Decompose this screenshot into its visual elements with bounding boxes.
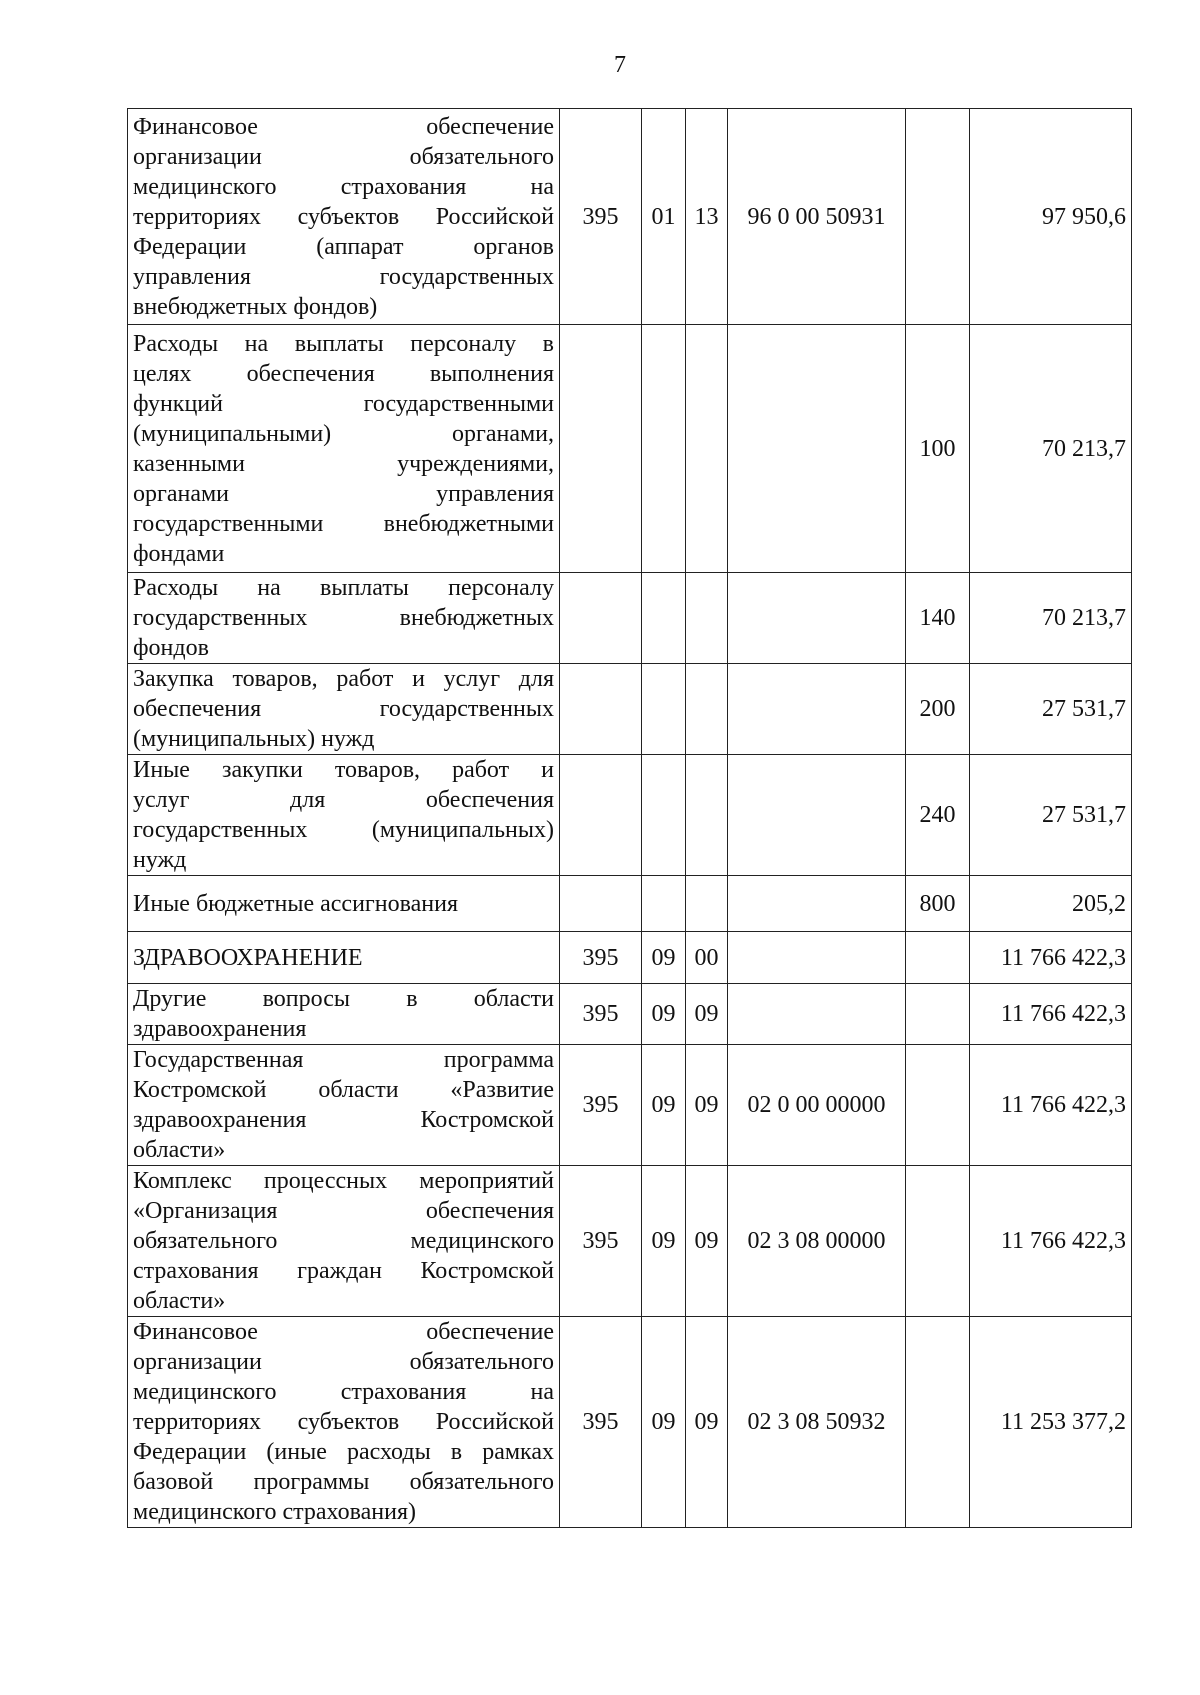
description-line: управления государственных (133, 263, 554, 290)
expense-type-cell: 100 (906, 325, 970, 573)
admin-code-cell: 395 (560, 1166, 642, 1317)
table-row (128, 325, 1132, 573)
description-line: организации обязательного (133, 143, 554, 170)
target-article-cell (728, 876, 906, 932)
description-line: (муниципальными) органами, (133, 420, 554, 447)
admin-code-cell (560, 664, 642, 755)
description-line: Расходы на выплаты персоналу (133, 575, 554, 601)
description-line: услуг для обеспечения (133, 787, 554, 813)
target-article-cell: 02 3 08 50932 (728, 1317, 906, 1528)
description-line: Государственная программа (133, 1047, 554, 1073)
table-row (128, 1317, 1132, 1528)
admin-code-cell (560, 755, 642, 876)
admin-code-cell (560, 876, 642, 932)
description-line: фондами (133, 540, 225, 567)
amount-cell: 11 253 377,2 (970, 1317, 1132, 1528)
description-line: (муниципальных) нужд (133, 726, 375, 752)
description-line: государственных внебюджетных (133, 605, 554, 631)
description-line: Финансовое обеспечение (133, 1319, 554, 1345)
row-description (128, 1317, 560, 1528)
row-description (128, 876, 560, 932)
target-article-cell: 96 0 00 50931 (728, 109, 906, 325)
expense-type-cell (906, 109, 970, 325)
description-line: Иные закупки товаров, работ и (133, 757, 554, 783)
subsection-cell: 00 (686, 932, 728, 984)
section-cell (642, 876, 686, 932)
table-row (128, 755, 1132, 876)
subsection-cell: 09 (686, 1045, 728, 1166)
expense-type-cell (906, 1045, 970, 1166)
admin-code-cell (560, 325, 642, 573)
table-row (128, 573, 1132, 664)
row-description (128, 664, 560, 755)
section-cell (642, 755, 686, 876)
target-article-cell (728, 755, 906, 876)
row-description (128, 755, 560, 876)
description-line: организации обязательного (133, 1349, 554, 1375)
description-line: «Организация обеспечения (133, 1198, 554, 1224)
target-article-cell: 02 3 08 00000 (728, 1166, 906, 1317)
expense-type-cell (906, 1166, 970, 1317)
description-line: Комплекс процессных мероприятий (133, 1168, 554, 1194)
description-line: обеспечения государственных (133, 696, 554, 722)
description-line: медицинского страхования на (133, 173, 554, 200)
row-description (128, 325, 560, 573)
page-number: 7 (614, 52, 626, 78)
budget-table (127, 108, 1132, 1528)
amount-cell: 97 950,6 (970, 109, 1132, 325)
description-line: Костромской области «Развитие (133, 1077, 554, 1103)
table-row (128, 664, 1132, 755)
table-row (128, 1045, 1132, 1166)
description-line: области» (133, 1137, 226, 1163)
expense-type-cell (906, 1317, 970, 1528)
amount-cell: 70 213,7 (970, 325, 1132, 573)
row-description (128, 1045, 560, 1166)
expense-type-cell: 240 (906, 755, 970, 876)
description-line: здравоохранения (133, 1016, 307, 1042)
subsection-cell (686, 876, 728, 932)
section-cell: 09 (642, 1045, 686, 1166)
subsection-cell: 13 (686, 109, 728, 325)
subsection-cell: 09 (686, 1317, 728, 1528)
admin-code-cell: 395 (560, 932, 642, 984)
amount-cell: 11 766 422,3 (970, 932, 1132, 984)
section-cell (642, 573, 686, 664)
description-line: страхования граждан Костромской (133, 1258, 554, 1284)
description-line: медицинского страхования на (133, 1379, 554, 1405)
section-cell: 09 (642, 1166, 686, 1317)
expense-type-cell: 140 (906, 573, 970, 664)
amount-cell: 70 213,7 (970, 573, 1132, 664)
description-line: территориях субъектов Российской (133, 203, 554, 230)
description-line: Другие вопросы в области (133, 986, 554, 1012)
admin-code-cell: 395 (560, 109, 642, 325)
target-article-cell (728, 573, 906, 664)
section-cell: 09 (642, 1317, 686, 1528)
subsection-cell (686, 755, 728, 876)
description-line: Федерации (иные расходы в рамках (133, 1439, 554, 1465)
subsection-cell: 09 (686, 984, 728, 1045)
amount-cell: 27 531,7 (970, 664, 1132, 755)
description-line: фондов (133, 635, 209, 661)
description-line: ЗДРАВООХРАНЕНИЕ (133, 944, 363, 971)
expense-type-cell: 200 (906, 664, 970, 755)
description-line: нужд (133, 847, 187, 873)
section-cell: 09 (642, 984, 686, 1045)
amount-cell: 11 766 422,3 (970, 1045, 1132, 1166)
table-row (128, 932, 1132, 984)
section-cell: 01 (642, 109, 686, 325)
target-article-cell (728, 932, 906, 984)
table-row (128, 876, 1132, 932)
subsection-cell (686, 573, 728, 664)
row-description (128, 932, 560, 984)
table-row (128, 109, 1132, 325)
section-cell (642, 325, 686, 573)
description-line: Финансовое обеспечение (133, 113, 554, 140)
description-line: здравоохранения Костромской (133, 1107, 554, 1133)
target-article-cell (728, 984, 906, 1045)
description-line: Иные бюджетные ассигнования (133, 890, 458, 917)
amount-cell: 205,2 (970, 876, 1132, 932)
description-line: внебюджетных фондов) (133, 293, 378, 320)
expense-type-cell: 800 (906, 876, 970, 932)
target-article-cell: 02 0 00 00000 (728, 1045, 906, 1166)
description-line: государственных (муниципальных) (133, 817, 554, 843)
section-cell (642, 664, 686, 755)
table-body (128, 109, 1132, 1528)
table-row (128, 984, 1132, 1045)
description-line: Расходы на выплаты персоналу в (133, 330, 554, 357)
amount-cell: 27 531,7 (970, 755, 1132, 876)
row-description (128, 984, 560, 1045)
admin-code-cell: 395 (560, 1045, 642, 1166)
amount-cell: 11 766 422,3 (970, 984, 1132, 1045)
description-line: органами управления (133, 480, 554, 507)
section-cell: 09 (642, 932, 686, 984)
expense-type-cell (906, 932, 970, 984)
description-line: обязательного медицинского (133, 1228, 554, 1254)
admin-code-cell (560, 573, 642, 664)
description-line: Закупка товаров, работ и услуг для (133, 666, 554, 692)
description-line: базовой программы обязательного (133, 1469, 554, 1495)
subsection-cell (686, 664, 728, 755)
expense-type-cell (906, 984, 970, 1045)
admin-code-cell: 395 (560, 984, 642, 1045)
row-description (128, 1166, 560, 1317)
admin-code-cell: 395 (560, 1317, 642, 1528)
table-row (128, 1166, 1132, 1317)
description-line: медицинского страхования) (133, 1499, 417, 1525)
description-line: целях обеспечения выполнения (133, 360, 554, 387)
target-article-cell (728, 664, 906, 755)
amount-cell: 11 766 422,3 (970, 1166, 1132, 1317)
description-line: казенными учреждениями, (133, 450, 554, 477)
description-line: функций государственными (133, 390, 554, 417)
subsection-cell: 09 (686, 1166, 728, 1317)
description-line: области» (133, 1288, 226, 1314)
row-description (128, 109, 560, 325)
description-line: территориях субъектов Российской (133, 1409, 554, 1435)
description-line: государственными внебюджетными (133, 510, 554, 537)
subsection-cell (686, 325, 728, 573)
description-line: Федерации (аппарат органов (133, 233, 554, 260)
target-article-cell (728, 325, 906, 573)
row-description (128, 573, 560, 664)
